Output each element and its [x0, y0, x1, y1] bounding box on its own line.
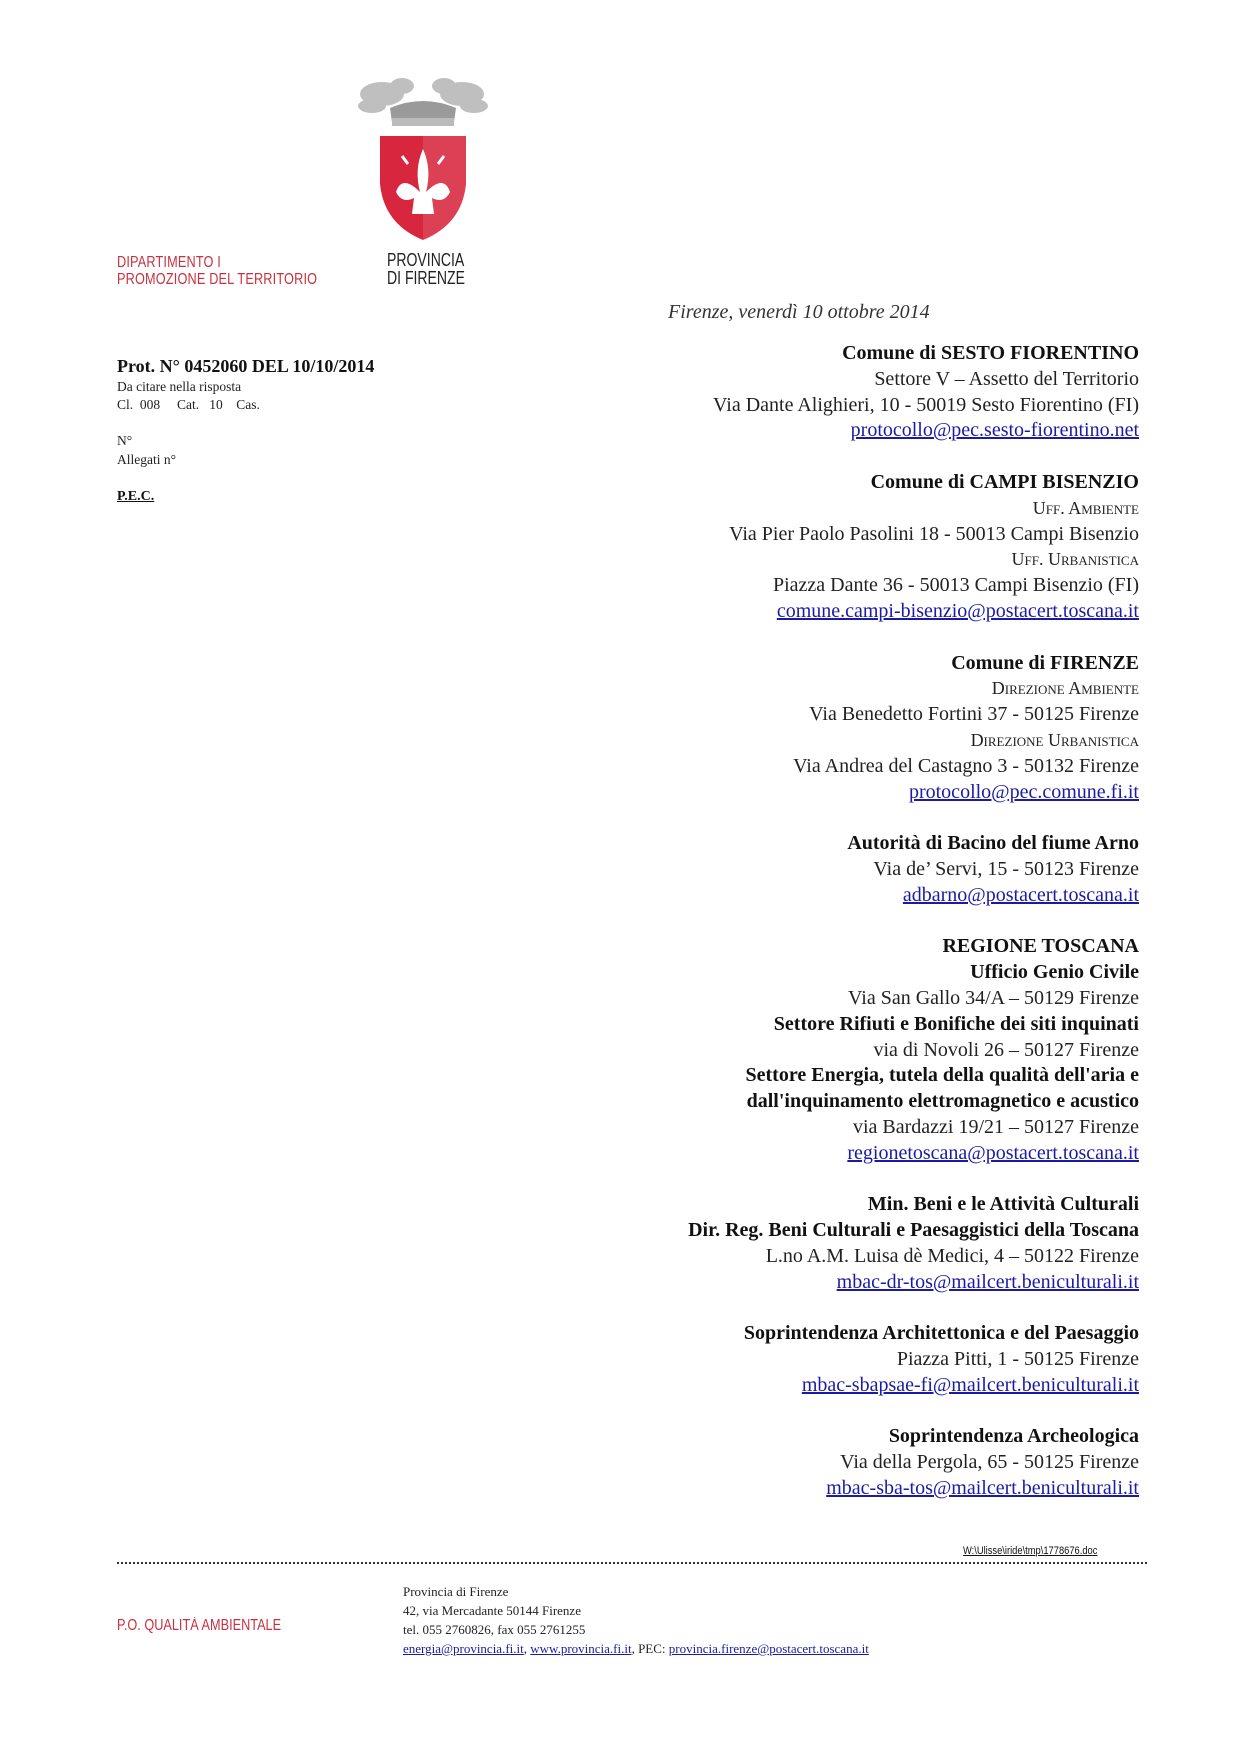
footer-links	[403, 1639, 869, 1658]
recipient-line: dall'inquinamento elettromagnetico e acustico	[746, 1090, 1139, 1113]
spacer	[519, 805, 1139, 831]
recipient-line: Comune di SESTO FIORENTINO	[842, 342, 1139, 364]
recipient-line: Comune di CAMPI BISENZIO	[870, 470, 1139, 493]
office-label: P.O. QUALITÀ AMBIENTALE	[117, 1617, 282, 1634]
cite-note: Da citare nella risposta	[117, 379, 242, 394]
spacer	[519, 1399, 1139, 1425]
spacer	[519, 1167, 1139, 1193]
recipient-email-link[interactable]: comune.campi-bisenzio@postacert.toscana.it	[776, 599, 1139, 622]
recipient-line: Ufficio Genio Civile	[970, 961, 1139, 984]
recipient-email-link[interactable]: mbac-dr-tos@mailcert.beniculturali.it	[836, 1270, 1139, 1293]
recipient-line: Via San Gallo 34/A – 50129 Firenze	[848, 986, 1139, 1009]
recipient-line: Autorità di Bacino del fiume Arno	[847, 832, 1139, 855]
footer-address: 42, via Mercadante 50144 Firenze	[403, 1603, 581, 1618]
recipient-line	[519, 1476, 1139, 1502]
recipient-line: Settore Rifiuti e Bonifiche dei siti inquinati	[773, 1012, 1139, 1035]
footer-pec-link[interactable]: provincia.firenze@postacert.toscana.it	[668, 1641, 869, 1656]
document-path: W:\Ulisse\iride\tmp\1778676.doc	[963, 1545, 1098, 1557]
recipient-line	[519, 883, 1139, 909]
recipient-line: Settore V – Assetto del Territorio	[874, 367, 1139, 390]
recipient-line: Soprintendenza Archeologica	[888, 1425, 1139, 1448]
number-label: N°	[117, 433, 133, 448]
footer-contact	[403, 1582, 869, 1658]
spacer	[519, 444, 1139, 470]
footer-email-link[interactable]: energia@provincia.fi.it	[403, 1641, 524, 1656]
recipient-line: via di Novoli 26 – 50127 Firenze	[873, 1038, 1139, 1061]
recipient-line: Min. Beni e le Attività Culturali	[867, 1193, 1139, 1216]
recipient-line: L.no A.M. Luisa dè Medici, 4 – 50122 Firenze	[765, 1244, 1139, 1267]
classification: Cl. 008 Cat. 10 Cas.	[117, 397, 260, 412]
recipient-line: Direzione Ambiente	[991, 678, 1139, 699]
spacer	[519, 625, 1139, 651]
recipient-line	[519, 1141, 1139, 1167]
recipient-line: REGIONE TOSCANA	[942, 935, 1139, 958]
provincia-coat-of-arms-logo	[352, 74, 494, 242]
recipient-line: Via Andrea del Castagno 3 - 50132 Firenze	[793, 754, 1139, 777]
recipient-line: Uff. Urbanistica	[1011, 549, 1139, 570]
recipient-line: Soprintendenza Architettonica e del Paesaggio	[743, 1322, 1139, 1345]
recipient-line: Via Dante Alighieri, 10 - 50019 Sesto Fiorentino (FI)	[713, 393, 1139, 416]
footer-phone: tel. 055 2760826, fax 055 2761255	[403, 1622, 586, 1637]
footer-pec-label: , PEC:	[631, 1641, 669, 1656]
recipient-line: Direzione Urbanistica	[970, 729, 1139, 750]
recipient-line: Via della Pergola, 65 - 50125 Firenze	[840, 1451, 1139, 1474]
recipient-line	[519, 1270, 1139, 1296]
recipient-email-link[interactable]: mbac-sba-tos@mailcert.beniculturali.it	[826, 1477, 1139, 1500]
recipient-line: Via Pier Paolo Pasolini 18 - 50013 Campi Bisenzio	[729, 522, 1139, 545]
recipient-line: Via de’ Servi, 15 - 50123 Firenze	[873, 857, 1139, 880]
footer-divider	[117, 1562, 1147, 1564]
provincia-line-1: PROVINCIA	[387, 250, 465, 270]
recipient-line	[519, 780, 1139, 806]
recipients-list	[519, 341, 1139, 1502]
footer-separator: ,	[523, 1641, 531, 1656]
department-line-1: DIPARTIMENTO I	[117, 254, 221, 271]
recipient-line	[519, 418, 1139, 444]
recipient-line: Piazza Dante 36 - 50013 Campi Bisenzio (FI)	[772, 574, 1139, 597]
recipient-line: Uff. Ambiente	[1032, 497, 1139, 518]
recipient-line	[519, 1373, 1139, 1399]
recipient-line: Comune di FIRENZE	[951, 651, 1139, 674]
recipient-line	[519, 599, 1139, 625]
letter-date: Firenze, venerdì 10 ottobre 2014	[668, 301, 930, 323]
provincia-name	[387, 251, 465, 287]
recipient-email-link[interactable]: mbac-sbapsae-fi@mailcert.beniculturali.it	[801, 1373, 1139, 1396]
pec-label: P.E.C.	[117, 489, 155, 504]
department-line-2: PROMOZIONE DEL TERRITORIO	[117, 271, 318, 288]
provincia-line-2: DI FIRENZE	[387, 268, 466, 288]
footer-website-link[interactable]: www.provincia.fi.it	[530, 1641, 632, 1656]
recipient-line: Dir. Reg. Beni Culturali e Paesaggistici della Toscana	[688, 1219, 1139, 1242]
recipient-line: via Bardazzi 19/21 – 50127 Firenze	[852, 1115, 1139, 1138]
recipient-line: Via Benedetto Fortini 37 - 50125 Firenze	[809, 703, 1139, 726]
spacer	[519, 909, 1139, 935]
recipient-line: Settore Energia, tutela della qualità dell'aria e	[745, 1064, 1139, 1087]
attachments-label: Allegati n°	[117, 452, 177, 467]
recipient-email-link[interactable]: protocollo@pec.sesto-fiorentino.net	[850, 419, 1139, 442]
spacer	[519, 1295, 1139, 1321]
recipient-email-link[interactable]: adbarno@postacert.toscana.it	[902, 883, 1139, 906]
department-label	[117, 254, 317, 288]
protocol-number: Prot. N° 0452060 DEL 10/10/2014	[117, 356, 375, 376]
footer-org: Provincia di Firenze	[403, 1584, 509, 1599]
recipient-line: Piazza Pitti, 1 - 50125 Firenze	[896, 1348, 1139, 1371]
recipient-email-link[interactable]: protocollo@pec.comune.fi.it	[908, 780, 1139, 803]
recipient-email-link[interactable]: regionetoscana@postacert.toscana.it	[847, 1141, 1139, 1164]
